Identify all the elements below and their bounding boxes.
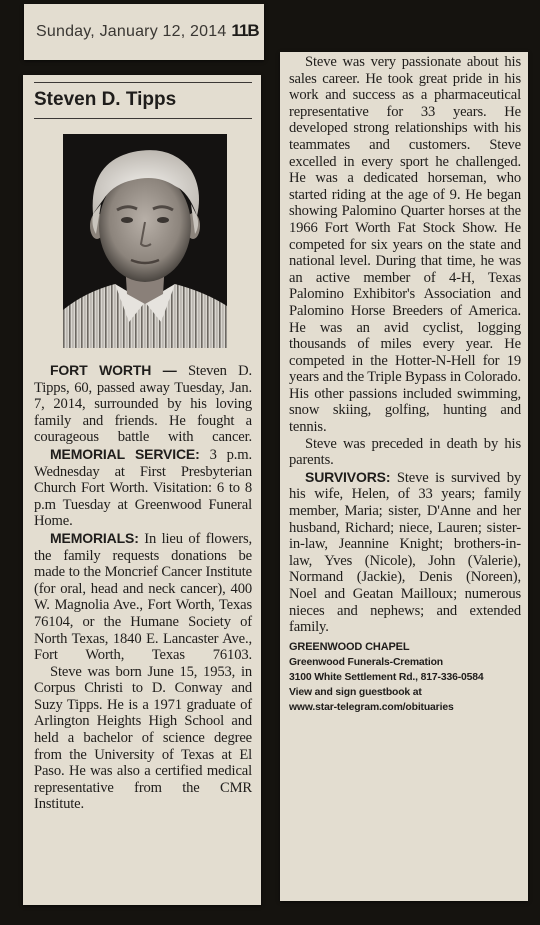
obituary-name: Steven D. Tipps — [34, 89, 177, 110]
service-kicker: MEMORIAL SERVICE: — [50, 445, 200, 462]
memorials-paragraph — [34, 530, 252, 664]
survivors-text: Steve is survived by his wife, Helen, of 33 years; family member, Maria; sister, D'Anne and her husband, Richard; niece, Lauren; sister-in-law, Jeannine Knight; brothers-in-law, Yves (Nicole), John (Valerie), Normand (Jackie), Denis (Noreen), Noel and Geatan Mailloux; numerous nieces and nephews; and extended family. — [289, 469, 521, 636]
survivors-paragraph — [289, 469, 521, 636]
dateline-kicker: FORT WORTH — — [50, 362, 177, 378]
date-text: Sunday, January 12, 2014 — [36, 23, 227, 40]
lead-paragraph — [34, 362, 252, 446]
biography-paragraph: Steve was born June 15, 1953, in Corpus Christi to D. Conway and Suzy Tipps. He is a 1971 graduate of Arlington Heights High School and held a bachelor of science degree from the University of Texas at El Paso. He was also a certified medical representative from the CMR Institute. — [34, 663, 252, 813]
obituary-left-column — [23, 75, 261, 905]
portrait-photo-icon — [63, 134, 227, 348]
guestbook-url: www.star-telegram.com/obituaries — [289, 701, 454, 713]
preceded-paragraph: Steve was preceded in death by his parents. — [289, 435, 521, 469]
obituary-right-column — [280, 52, 528, 901]
left-column-text — [34, 362, 252, 813]
service-text: 3 p.m. Wednesday at First Presbyterian Church Fort Worth. Visitation: 6 to 8 p.m Tuesday at Greenwood Funeral Home. — [34, 446, 252, 530]
funeral-company: Greenwood Funerals-Cremation — [289, 656, 443, 668]
survivors-kicker: SURVIVORS: — [305, 468, 391, 485]
memorials-text: In lieu of flowers, the family requests donations be made to the Moncrief Cancer Institute (for oral, head and neck cancer), 400 W. Magnolia Ave., Fort Worth, Texas 76104, or the Humane Society of North Texas, 1840 E. Lancaster Ave., Fort Worth, Texas 76103. — [34, 530, 252, 664]
right-column-text — [289, 54, 521, 715]
name-rule — [34, 118, 252, 119]
lead-text: Steven D. Tipps, 60, passed away Tuesday, Jan. 7, 2014, surrounded by his loving family and friends. He fought a courageous battle with cancer. — [34, 363, 252, 446]
guestbook-label: View and sign guestbook at — [289, 686, 422, 698]
page-number: 11B — [231, 21, 259, 40]
chapel-name: GREENWOOD CHAPEL — [289, 640, 410, 653]
funeral-home-block — [289, 640, 521, 715]
top-rule — [34, 82, 252, 83]
header-clipping — [24, 4, 264, 60]
memorials-kicker: MEMORIALS: — [50, 529, 139, 546]
funeral-address: 3100 White Settlement Rd., 817-336-0584 — [289, 671, 484, 683]
service-paragraph — [34, 446, 252, 530]
portrait-photo — [63, 134, 227, 348]
career-paragraph: Steve was very passionate about his sales career. He took great pride in his work and success as a pharmaceutical representative for 33 years. He developed strong relationships with his teammates and customers. Steve excelled in every sport he challenged. He was a dedicated horseman, who started riding at the age of 9. He began showing Palomino Quarter horses at the 1966 Fort Worth Fat Stock Show. He competed for six years on the state and national level. During that time, he was an active member of 4-H, Texas Palomino Exhibitor's Association and Palomino Horse Breeders of America. He was an avid cyclist, logging thousands of miles every year. He competed in the Hotter-N-Hell for 19 years and the Triple Bypass in Colorado. His other passions included swimming, snow skiing, golfing, hunting and tennis. — [289, 54, 521, 436]
dateline — [36, 21, 259, 41]
